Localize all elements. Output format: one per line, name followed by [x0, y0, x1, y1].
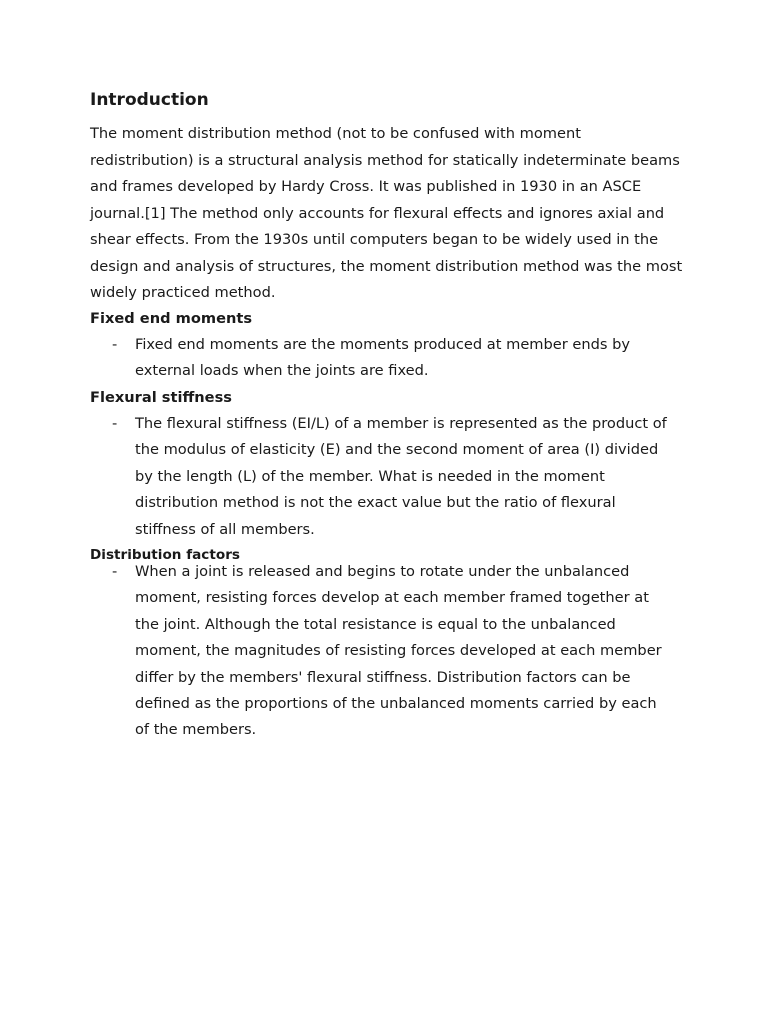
page-title: Introduction — [90, 90, 209, 110]
bullet-text: The flexural stiffness (EI/L) of a member is represented as the product of the modulus of elasticity (E) and the second moment of area (I) divided by the length (L) of the member. What is needed in the moment distribution method is not the exact value but the ratio of flexural stiffness of all members. — [135, 415, 667, 538]
section-heading-flexural-stiffness: Flexural stiffness — [90, 389, 232, 406]
bullet-text: Fixed end moments are the moments produced at member ends by external loads when the joints are fixed. — [135, 336, 631, 380]
bullet-marker: - — [112, 415, 118, 432]
bullet-fixed-end-moments — [112, 332, 672, 385]
bullet-marker: - — [112, 563, 118, 580]
bullet-flexural-stiffness — [112, 411, 672, 543]
bullet-marker: - — [112, 336, 118, 353]
intro-paragraph: The moment distribution method (not to be confused with moment redistribution) is a structural analysis method for statically indeterminate beams and frames developed by Hardy Cross. It was published in 1930 in an ASCE journal.[1] The method only accounts for flexural effects and ignores axial and shear effects. From the 1930s until computers began to be widely used in the design and analysis of structures, the moment distribution method was the most widely practiced method. — [90, 125, 683, 301]
bullet-text: When a joint is released and begins to rotate under the unbalanced moment, resisting forces develop at each member framed together at the joint. Although the total resistance is equal to the unbalanced moment, the magnitudes of resisting forces developed at each member differ by the members' flexural stiffness. Distribution factors can be defined as the proportions of the unbalanced moments carried by each of the members. — [135, 563, 662, 739]
bullet-distribution-factors — [112, 559, 672, 744]
section-heading-distribution-factors: Distribution factors — [90, 547, 240, 563]
section-heading-fixed-end-moments: Fixed end moments — [90, 310, 253, 327]
